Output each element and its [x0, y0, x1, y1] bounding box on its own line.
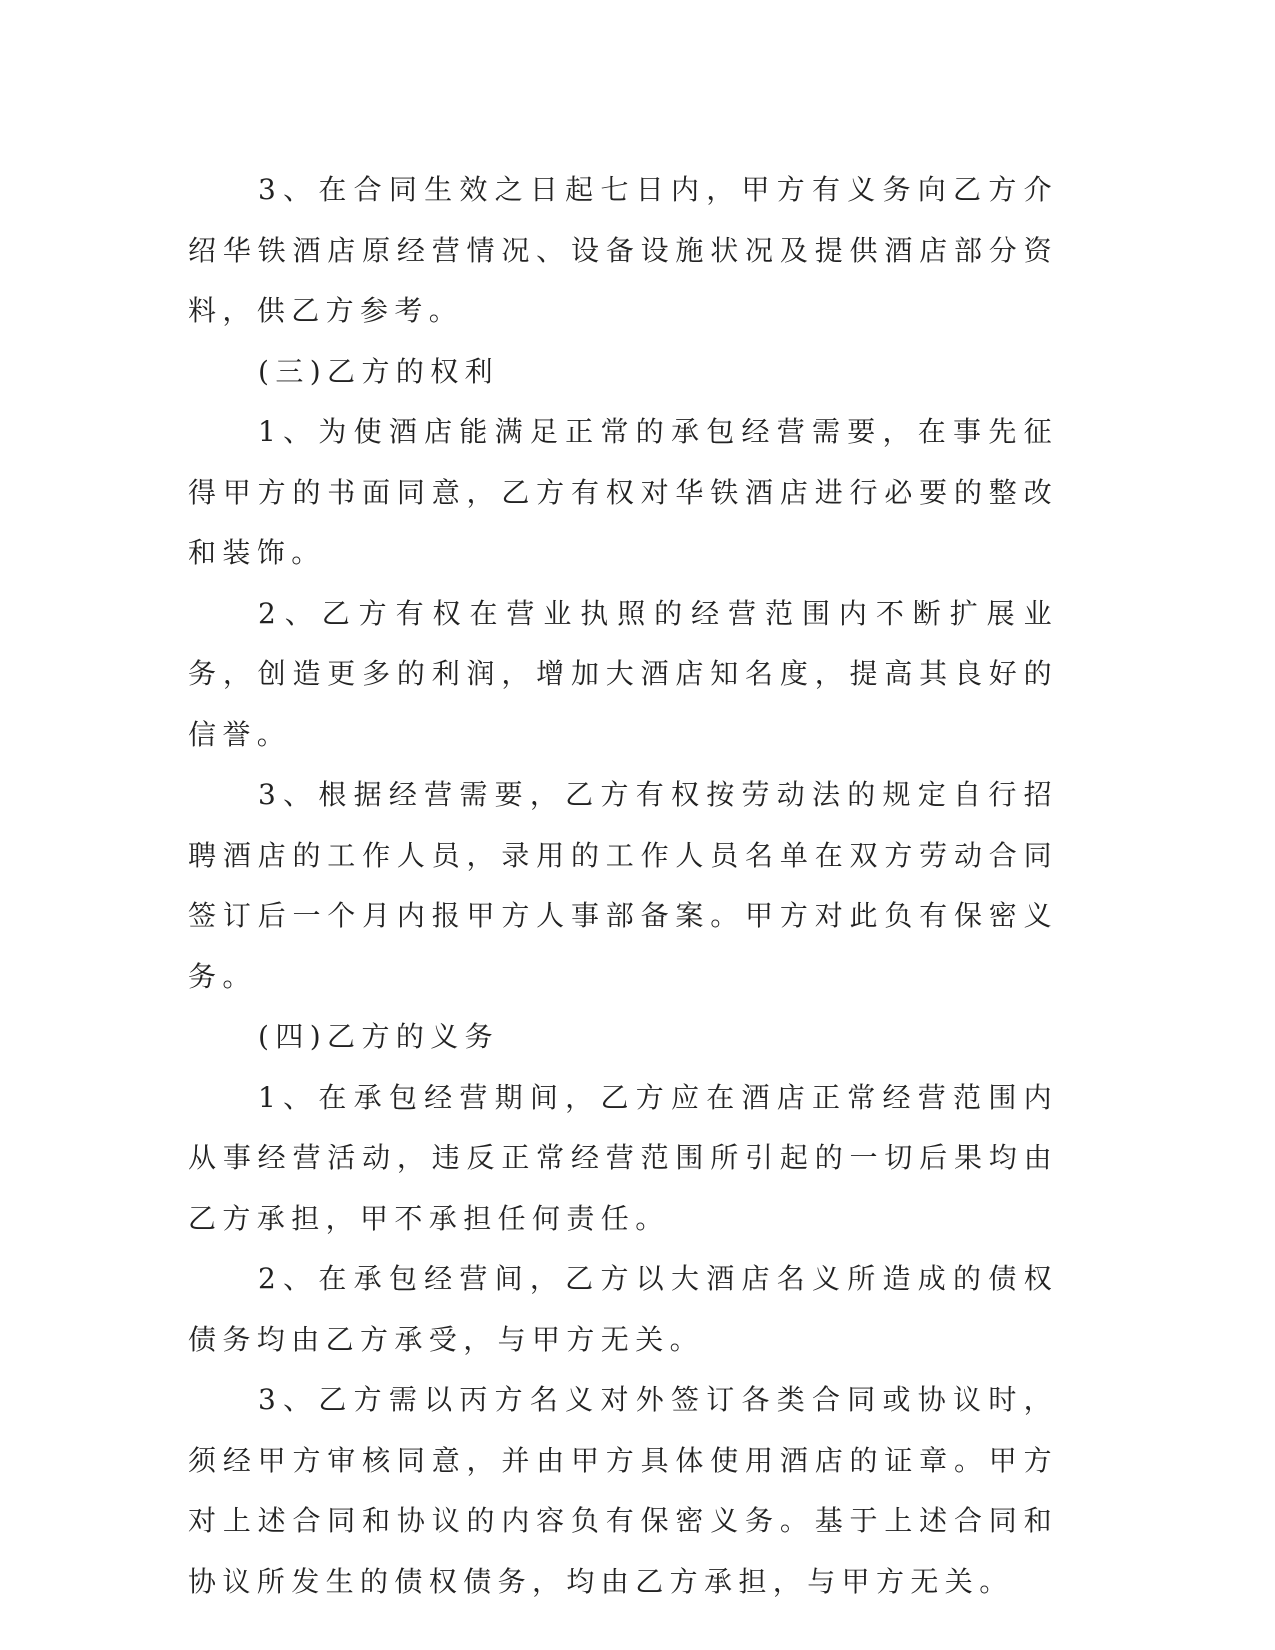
document-body [188, 160, 1058, 1612]
paragraph-party-b-obligation-3: 3、乙方需以丙方名义对外签订各类合同或协议时，须经甲方审核同意，并由甲方具体使用酒店的证章。甲方对上述合同和协议的内容负有保密义务。基于上述合同和协议所发生的债权债务，均由乙方承担，与甲方无关。 [188, 1383, 1058, 1598]
paragraph-party-b-right-3: 3、根据经营需要，乙方有权按劳动法的规定自行招聘酒店的工作人员，录用的工作人员名单在双方劳动合同签订后一个月内报甲方人事部备案。甲方对此负有保密义务。 [188, 778, 1058, 993]
section-heading-party-b-rights: (三)乙方的权利 [258, 354, 500, 388]
paragraph-party-a-obligation-3: 3、在合同生效之日起七日内，甲方有义务向乙方介绍华铁酒店原经营情况、设备设施状况及提供酒店部分资料，供乙方参考。 [188, 173, 1058, 327]
paragraph-party-b-right-2: 2、乙方有权在营业执照的经营范围内不断扩展业务，创造更多的利润，增加大酒店知名度，提高其良好的信誉。 [188, 596, 1058, 751]
section-heading-party-b-obligations: (四)乙方的义务 [258, 1020, 500, 1053]
paragraph-party-b-obligation-2: 2、在承包经营间，乙方以大酒店名义所造成的债权债务均由乙方承受，与甲方无关。 [188, 1262, 1058, 1356]
paragraph-party-b-obligation-1: 1、在承包经营期间，乙方应在酒店正常经营范围内从事经营活动，违反正常经营范围所引起的一切后果均由乙方承担，甲不承担任何责任。 [188, 1080, 1058, 1235]
paragraph-party-b-right-1: 1、为使酒店能满足正常的承包经营需要，在事先征得甲方的书面同意，乙方有权对华铁酒店进行必要的整改和装饰。 [188, 415, 1058, 569]
